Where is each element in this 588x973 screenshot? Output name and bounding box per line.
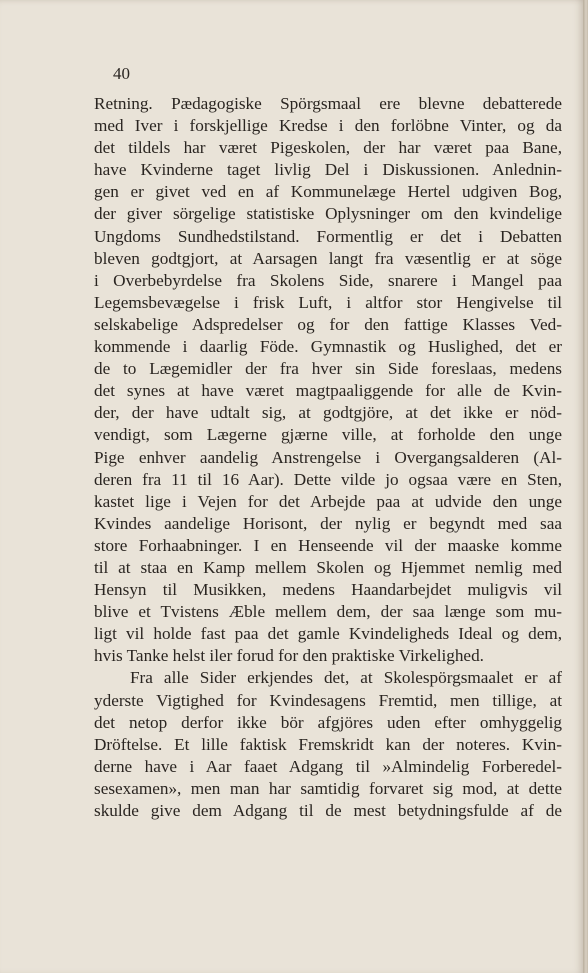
- text-line: store Forhaabninger. I en Henseende vil der maaske komme: [94, 535, 562, 555]
- text-line: Fra alle Sider erkjendes det, at Skolespörgsmaalet er af: [130, 668, 562, 688]
- paragraph: [94, 93, 562, 667]
- text-line: vendigt, som Lægerne gjærne ville, at forholde den unge: [94, 425, 562, 445]
- text-line: Ungdoms Sundhedstilstand. Formentlig er det i Debatten: [94, 226, 562, 246]
- text-line: skulde give dem Adgang til de mest betydningsfulde af de: [94, 801, 562, 820]
- text-line: det netop derfor ikke bör afgjöres uden efter omhyggelig: [94, 712, 562, 732]
- text-line: det synes at have været magtpaaliggende for alle de Kvin-: [94, 381, 562, 401]
- text-line: der, der have udtalt sig, at godtgjöre, at det ikke er nöd-: [94, 403, 562, 423]
- text-line: sesexamen», men man har samtidig forvaret sig mod, at dette: [94, 778, 562, 798]
- text-line: selskabelige Adspredelser og for den fattige Klasses Ved-: [94, 314, 562, 334]
- text-line: det tildels har været Pigeskolen, der har været paa Bane,: [94, 138, 562, 158]
- text-line: bleven godtgjort, at Aarsagen langt fra væsentlig er at söge: [94, 248, 562, 268]
- text-line: ligt vil holde fast paa det gamle Kvindeligheds Ideal og dem,: [94, 624, 562, 644]
- text-line: i Overbebyrdelse fra Skolens Side, snarere i Mangel paa: [94, 270, 562, 290]
- text-line: have Kvinderne taget livlig Del i Diskussionen. Anlednin-: [94, 160, 562, 180]
- text-line: Hensyn til Musikken, medens Haandarbejdet muligvis vil: [94, 580, 562, 600]
- text-line: med Iver i forskjellige Kredse i den forlöbne Vinter, og da: [94, 116, 562, 136]
- page-number: 40: [113, 64, 130, 83]
- text-line: yderste Vigtighed for Kvindesagens Fremtid, men tillige, at: [94, 690, 562, 710]
- text-line: Legemsbevægelse i frisk Luft, i altfor stor Hengivelse til: [94, 292, 562, 312]
- body-text: [94, 93, 562, 822]
- text-line: til at staa en Kamp mellem Skolen og Hjemmet nemlig med: [94, 557, 562, 577]
- paragraph: [94, 667, 562, 822]
- text-line: der giver sörgelige statistiske Oplysninger om den kvindelige: [94, 204, 562, 224]
- text-line: kastet lige i Vejen for det Arbejde paa at udvide den unge: [94, 491, 562, 511]
- text-line: Retning. Pædagogiske Spörgsmaal ere blevne debatterede: [94, 94, 562, 113]
- page-edge: [583, 0, 588, 973]
- text-line: de to Lægemidler der fra hver sin Side foreslaas, medens: [94, 359, 562, 379]
- text-line: Dröftelse. Et lille faktisk Fremskridt kan der noteres. Kvin-: [94, 734, 562, 754]
- text-line: gen er givet ved en af Kommunelæge Hertel udgiven Bog,: [94, 182, 562, 202]
- text-line: derne have i Aar faaet Adgang til »Almindelig Forberedel-: [94, 756, 562, 776]
- text-line: deren fra 11 til 16 Aar). Dette vilde jo ogsaa være en Sten,: [94, 469, 562, 489]
- text-line: hvis Tanke helst iler forud for den praktiske Virkelighed.: [94, 646, 484, 666]
- text-line: Kvindes aandelige Horisont, der nylig er begyndt med saa: [94, 513, 562, 533]
- text-line: blive et Tvistens Æble mellem dem, der saa længe som mu-: [94, 602, 562, 622]
- text-line: Pige enhver aandelig Anstrengelse i Overgangsalderen (Al-: [94, 447, 562, 467]
- text-line: kommende i daarlig Föde. Gymnastik og Huslighed, det er: [94, 337, 562, 357]
